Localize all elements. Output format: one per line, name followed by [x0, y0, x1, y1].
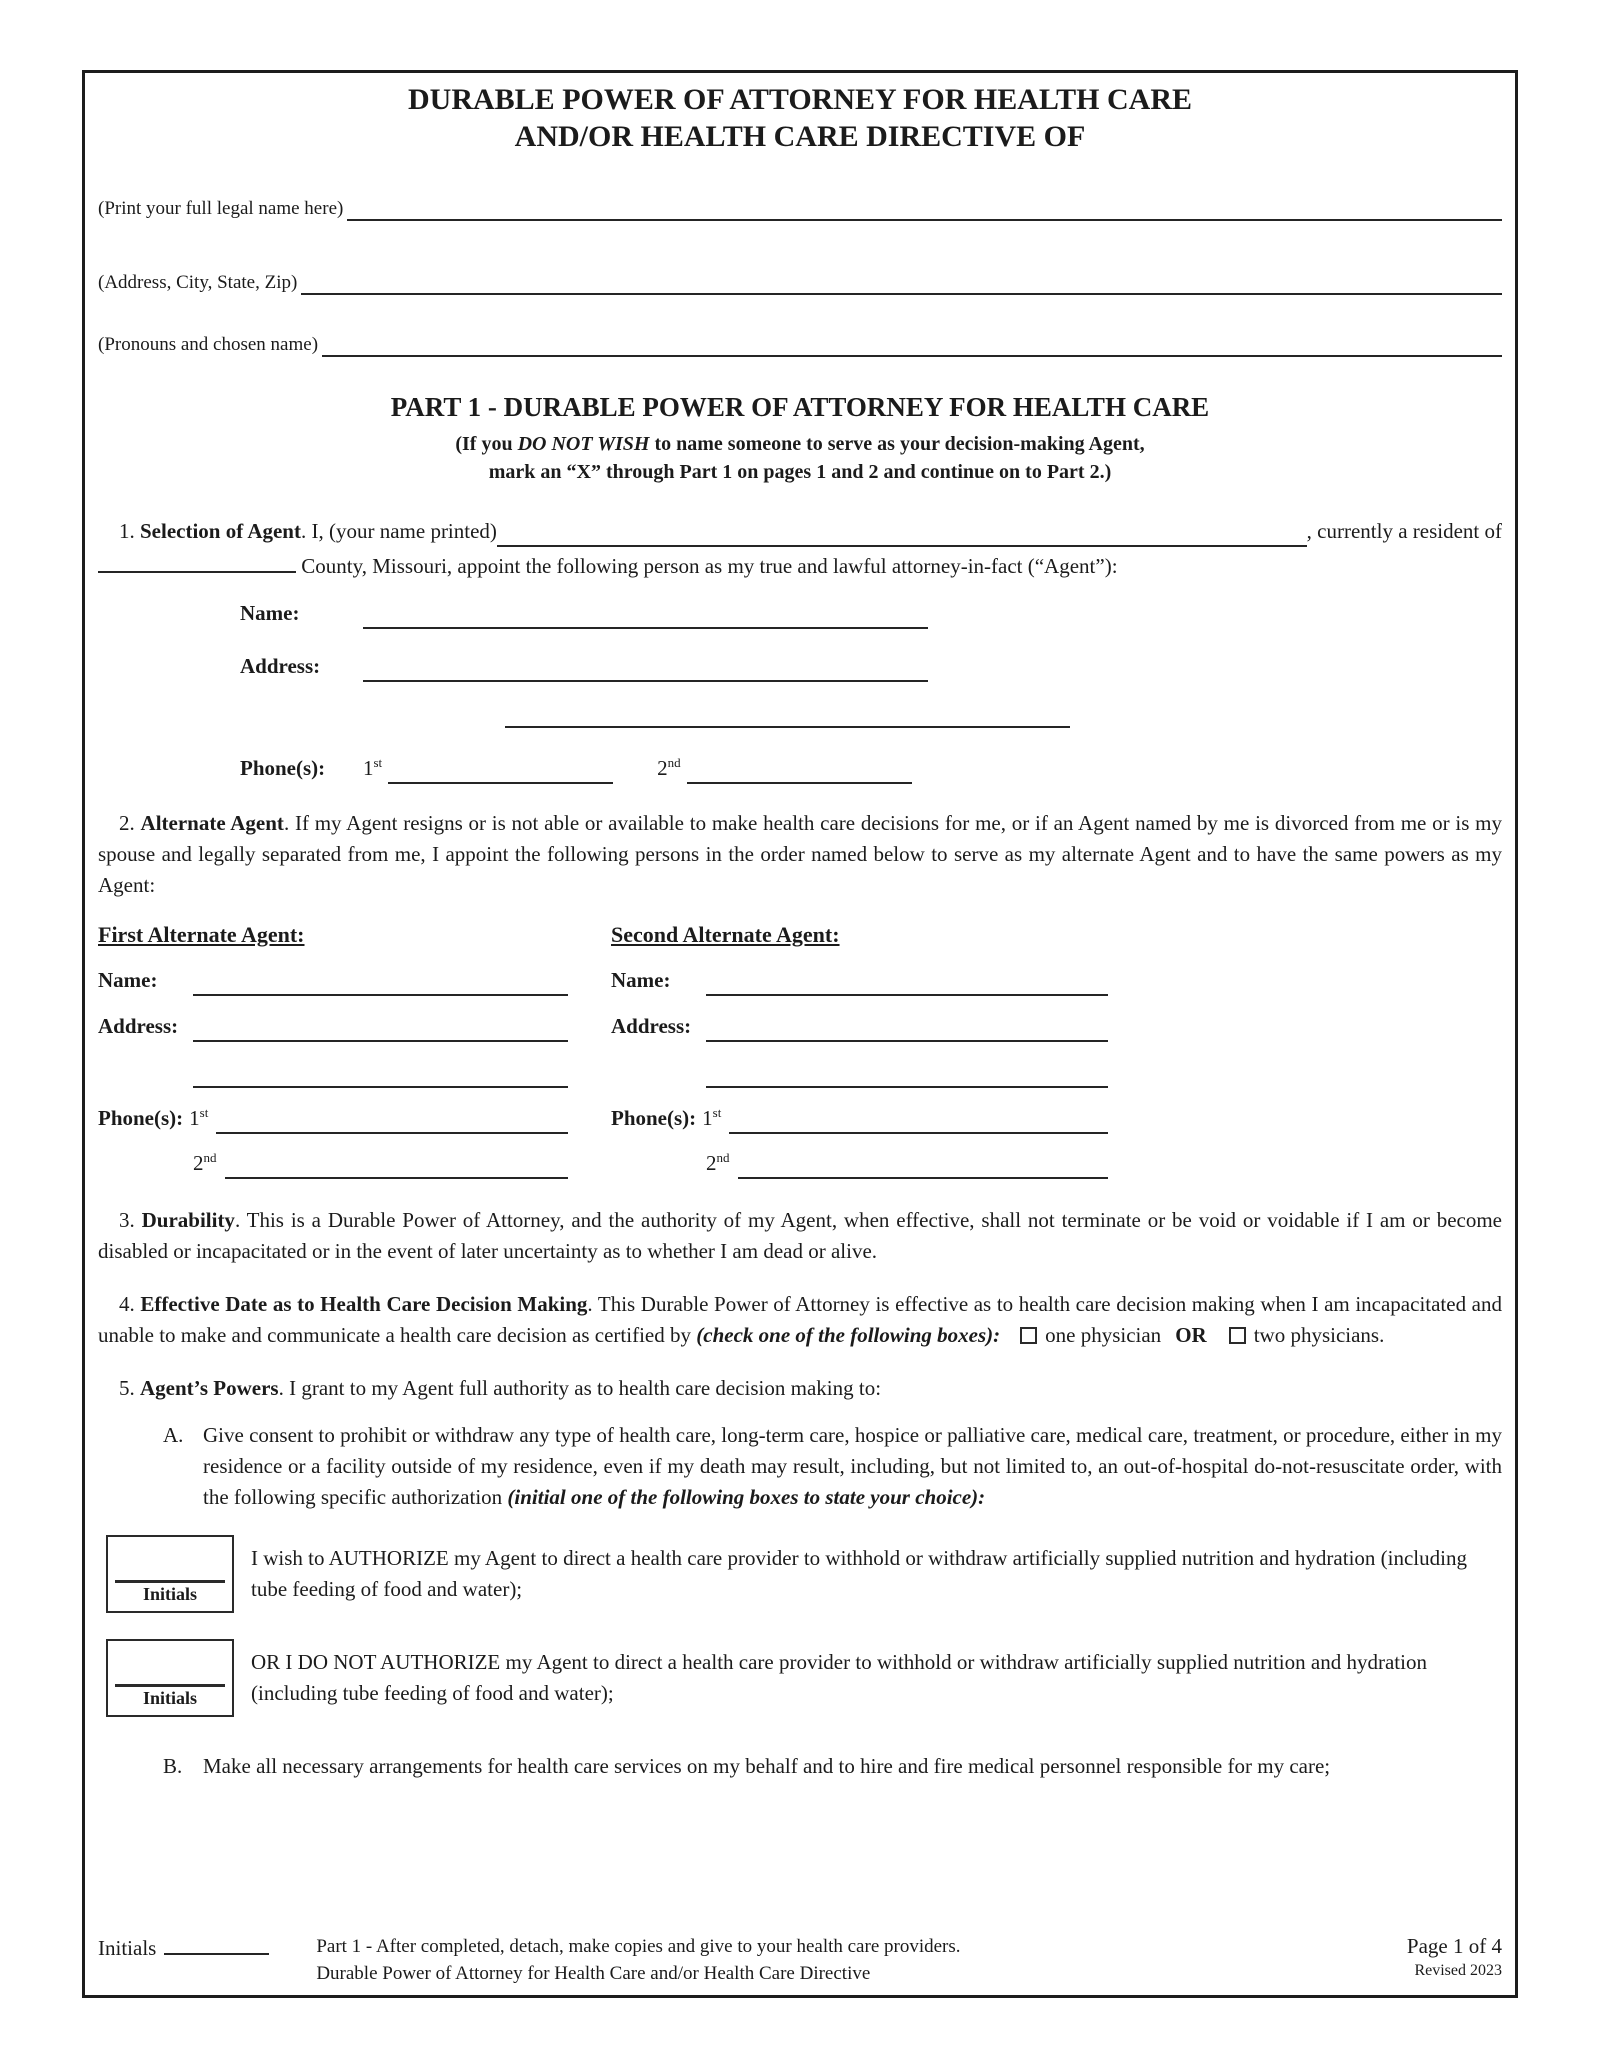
agent-phones-label: Phone(s): [240, 756, 326, 780]
item-a-letter: A. [163, 1423, 184, 1447]
section5-text: . I grant to my Agent full authority as to health care decision making to: [278, 1376, 882, 1400]
one-physician-label: one physician [1045, 1323, 1162, 1347]
agent-phones-row [240, 753, 1502, 784]
agent-address-line-2[interactable] [505, 700, 1070, 728]
section1-line1 [98, 516, 1502, 547]
section1-county-text: County, Missouri, appoint the following person as my true and lawful attorney-in-fact (“Agent”): [296, 554, 1118, 578]
form-page-border [82, 70, 1518, 1998]
first-alt-address-row [98, 1011, 568, 1042]
first-alt-phone1-line[interactable] [216, 1108, 568, 1134]
first-alt-address-label: Address: [98, 1014, 179, 1038]
section5-number: 5. [119, 1376, 140, 1400]
authorize-option-row [106, 1535, 1502, 1613]
agent-address-label: Address: [240, 654, 321, 678]
part1-header [98, 391, 1502, 486]
first-alt-phone2-line[interactable] [225, 1153, 569, 1179]
section4-number: 4. [119, 1292, 141, 1316]
footer-initials-label: Initials [98, 1936, 157, 1960]
address-line[interactable] [301, 271, 1502, 295]
first-alt-name-label: Name: [98, 968, 158, 992]
part1-instruction-line2: mark an “X” through Part 1 on pages 1 and 2 and continue on to Part 2.) [488, 461, 1112, 483]
part1-instructions [98, 430, 1502, 486]
second-alt-phone1-line[interactable] [729, 1108, 1108, 1134]
second-alternate-column [611, 919, 1108, 1179]
pronouns-row [98, 333, 1502, 357]
item-b-paragraph [163, 1751, 1502, 1782]
pronouns-label: (Pronouns and chosen name) [98, 334, 319, 355]
footer-detach-note: Part 1 - After completed, detach, make copies and give to your health care providers. [316, 1936, 961, 1957]
alternate-agents-grid [98, 919, 1502, 1179]
footer-center-text [316, 1933, 1407, 1987]
footer-page-info [1407, 1933, 1502, 1982]
two-physicians-checkbox[interactable] [1229, 1327, 1246, 1344]
second-alt-address-line-1[interactable] [706, 1016, 1108, 1042]
first-alternate-column [98, 919, 568, 1179]
section4-text: . This Durable Power of Attorney is effective as to health care decision making when I am incapacitated and unable to make and communicate a health care decision as certified by [98, 1292, 1503, 1347]
item-a-initial-instruction: (initial one of the following boxes to state your choice): [507, 1485, 986, 1509]
do-not-authorize-initials-box[interactable] [106, 1639, 234, 1717]
section1-resident-text: , currently a resident of [1306, 519, 1502, 543]
item-b-letter: B. [163, 1754, 183, 1778]
section2-number: 2. [119, 811, 141, 835]
item-b-text: Make all necessary arrangements for health care services on my behalf and to hire and fire medical personnel responsible for my care; [203, 1754, 1331, 1778]
second-alt-name-label: Name: [611, 968, 671, 992]
agent-address-line-1[interactable] [363, 656, 928, 682]
second-alt-phone2-line[interactable] [738, 1153, 1109, 1179]
agent-phone2-line[interactable] [687, 758, 912, 784]
pronouns-line[interactable] [322, 333, 1502, 357]
section4-paragraph [98, 1289, 1502, 1351]
second-alternate-heading: Second Alternate Agent: [611, 922, 840, 947]
agent-details-block [240, 598, 1502, 784]
first-alt-phones-row [98, 1103, 568, 1134]
first-alt-phone2-row [193, 1148, 568, 1179]
page-footer [98, 1933, 1502, 1987]
section1-title: Selection of Agent [140, 519, 301, 543]
county-line[interactable] [98, 549, 296, 573]
section3-title: Durability [141, 1208, 235, 1232]
document-title [98, 81, 1502, 155]
footer-page-number: Page 1 of 4 [1406, 1934, 1502, 1958]
authorize-initials-box[interactable] [106, 1535, 234, 1613]
do-not-authorize-option-text: OR I DO NOT AUTHORIZE my Agent to direct a health care provider to withhold or withdraw artificially supplied nutrition and hydration (including tube feeding of food and water); [251, 1650, 1427, 1705]
first-alternate-heading: First Alternate Agent: [98, 922, 305, 947]
second-alt-phone1-label: 1st [702, 1105, 722, 1130]
first-alt-address-line-2[interactable] [193, 1060, 568, 1088]
first-alt-name-row [98, 965, 568, 996]
second-alt-name-line[interactable] [706, 970, 1108, 996]
agent-phone1-line[interactable] [388, 758, 613, 784]
section5-paragraph [98, 1373, 1502, 1404]
second-alt-address-line-2[interactable] [706, 1060, 1108, 1088]
item-a-paragraph [163, 1420, 1502, 1513]
document-title-line1: DURABLE POWER OF ATTORNEY FOR HEALTH CARE [408, 83, 1192, 116]
instr1-emphasis: DO NOT WISH [517, 433, 650, 455]
agent-name-line[interactable] [363, 603, 928, 629]
part1-instruction-line1 [98, 430, 1502, 458]
first-alt-address-line-1[interactable] [193, 1016, 568, 1042]
part1-heading: PART 1 - DURABLE POWER OF ATTORNEY FOR HEALTH CARE [390, 392, 1210, 422]
section1-line2 [98, 549, 1502, 582]
authorize-option-text: I wish to AUTHORIZE my Agent to direct a health care provider to withhold or withdraw artificially supplied nutrition and hydration (including tube feeding of food and water); [251, 1546, 1467, 1601]
first-alt-name-line[interactable] [193, 970, 568, 996]
full-legal-name-row [98, 197, 1502, 221]
agent-phone2-label: 2nd [657, 755, 681, 780]
do-not-authorize-option-row [106, 1639, 1502, 1717]
first-alt-phone1-label: 1st [189, 1105, 209, 1130]
section4-title: Effective Date as to Health Care Decision Making [140, 1292, 588, 1316]
second-alt-phone2-row [706, 1148, 1108, 1179]
second-alt-name-row [611, 965, 1108, 996]
your-name-printed-line[interactable] [497, 523, 1307, 547]
second-alt-phones-row [611, 1103, 1108, 1134]
footer-initials-group [98, 1933, 269, 1964]
or-label: OR [1175, 1323, 1207, 1347]
second-alt-phone2-label: 2nd [706, 1150, 730, 1175]
section5-title: Agent’s Powers [140, 1376, 279, 1400]
section1-intro-text: . I, (your name printed) [300, 519, 497, 543]
section2-paragraph [98, 808, 1502, 901]
instr1-post: to name someone to serve as your decision-making Agent, [649, 433, 1145, 455]
authorize-initials-label: Initials [142, 1584, 198, 1604]
section3-paragraph [98, 1205, 1502, 1267]
section1-intro [119, 516, 497, 547]
second-alt-address-label: Address: [611, 1014, 692, 1038]
full-legal-name-line[interactable] [347, 197, 1502, 221]
agent-name-label: Name: [240, 601, 300, 625]
footer-revision: Revised 2023 [1414, 1962, 1502, 1979]
footer-document-name: Durable Power of Attorney for Health Care and/or Health Care Directive [316, 1963, 871, 1984]
first-alt-phone2-label: 2nd [193, 1150, 217, 1175]
section2-text: . If my Agent resigns or is not able or available to make health care decisions for me, or if an Agent named by me is divorced from me or is my spouse and legally separated from me, I appoint the following persons in the order named below to serve as my alternate Agent and to have the same powers as my Agent: [98, 811, 1502, 897]
one-physician-checkbox[interactable] [1020, 1327, 1037, 1344]
item-a-text: Give consent to prohibit or withdraw any type of health care, long-term care, hospice or palliative care, medical care, treatment, or procedure, either in my residence or a facility outside of my residence, even if my death may result, including, but not limited to, an out-of-hospital do-not-resuscitate order, with the following specific authorization [203, 1423, 1502, 1509]
section4-check-instruction: (check one of the following boxes): [696, 1323, 1001, 1347]
address-row [98, 271, 1502, 295]
section2-title: Alternate Agent [140, 811, 284, 835]
section3-text: . This is a Durable Power of Attorney, and the authority of my Agent, when effective, shall not terminate or be void or voidable if I am or become disabled or incapacitated or in the event of later uncertainty as to whether I am dead or alive. [98, 1208, 1502, 1263]
full-legal-name-label: (Print your full legal name here) [98, 198, 344, 219]
section1-number: 1. [119, 519, 140, 543]
section3-number: 3. [119, 1208, 142, 1232]
agent-name-row [240, 598, 1502, 629]
second-alt-phones-label: Phone(s): [611, 1106, 697, 1130]
first-alt-phones-label: Phone(s): [98, 1106, 184, 1130]
instr1-pre: (If you [455, 433, 518, 455]
agent-phone1-label: 1st [363, 755, 383, 780]
two-physicians-label: two physicians. [1253, 1323, 1385, 1347]
second-alt-address-row [611, 1011, 1108, 1042]
agent-address-row [240, 651, 1502, 682]
document-title-line2: AND/OR HEALTH CARE DIRECTIVE OF [514, 120, 1086, 153]
footer-initials-line[interactable] [164, 1933, 269, 1955]
do-not-authorize-initials-label: Initials [142, 1688, 198, 1708]
address-label: (Address, City, State, Zip) [98, 272, 298, 293]
